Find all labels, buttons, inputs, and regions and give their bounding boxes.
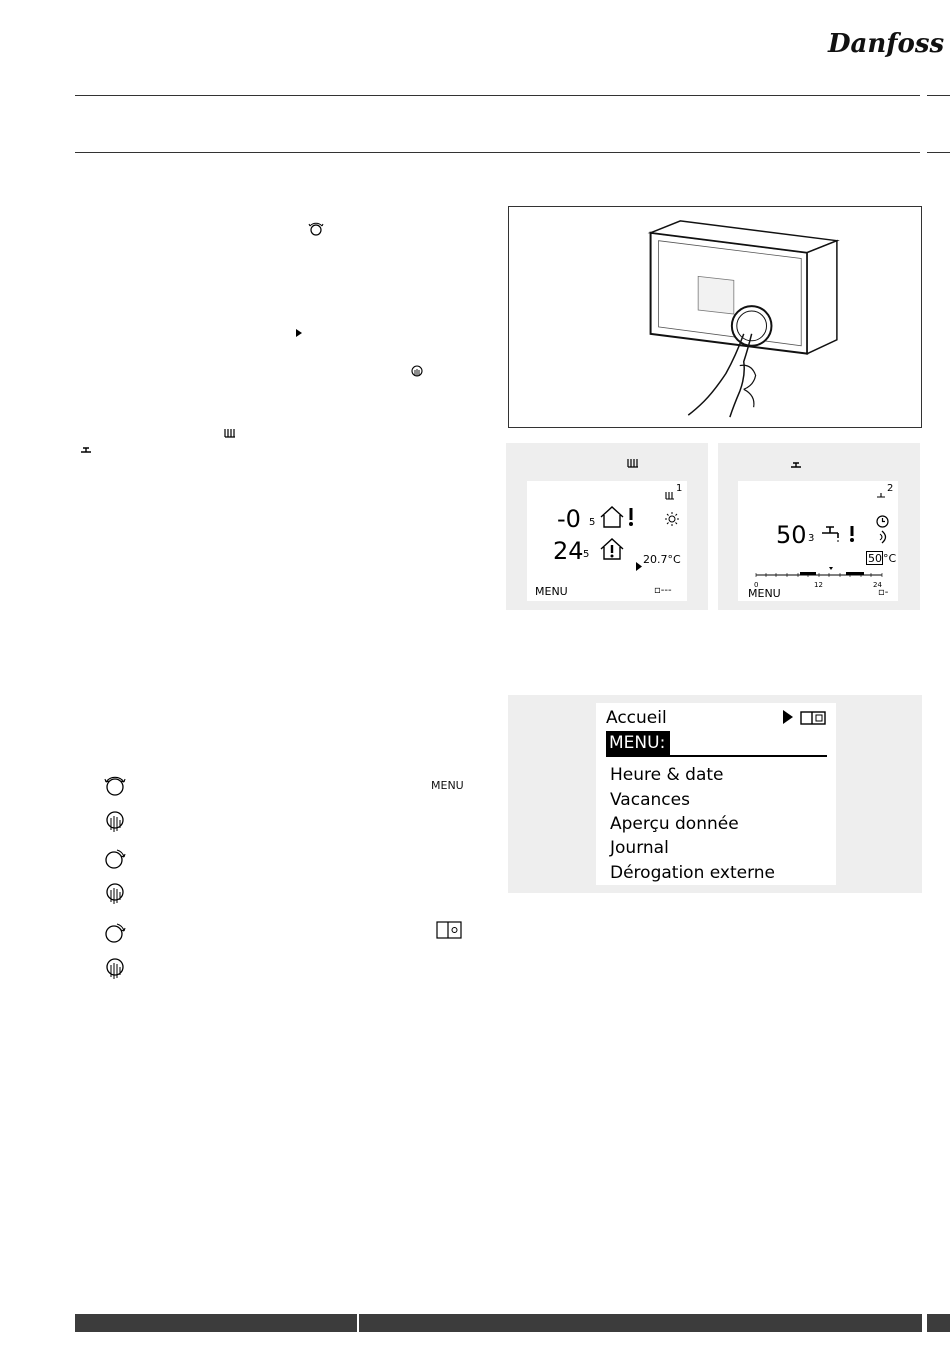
tap-small-icon — [79, 440, 93, 449]
circuit-number: 1 — [676, 483, 683, 494]
menu-item-journal[interactable]: Journal — [610, 838, 669, 858]
setpoint-temp: 20.7°C — [643, 553, 681, 566]
controller-illustration — [509, 207, 921, 427]
push-dial-icon — [104, 810, 126, 834]
tap-heading-icon — [789, 455, 803, 464]
room-temp-decimal: 5 — [583, 549, 590, 560]
timeline-end: 24 — [873, 581, 882, 589]
sun-icon — [665, 511, 679, 525]
dhw-temp-decimal: 3 — [808, 533, 815, 544]
controller-image-frame — [508, 206, 922, 428]
turn-dial-right-icon — [104, 846, 126, 870]
footer-bar-left — [75, 1314, 357, 1332]
status-indicator: ▫- — [878, 587, 889, 598]
outdoor-temp-decimal: 5 — [589, 517, 596, 528]
push-dial-icon — [104, 882, 126, 906]
tap-large-icon — [820, 525, 842, 543]
outdoor-temp: -0 — [557, 505, 581, 533]
tap-icon — [876, 485, 886, 493]
setpoint-value: 50 — [868, 552, 882, 565]
push-dial-icon — [104, 957, 126, 981]
menu-item-apercu-donnee[interactable]: Aperçu donnée — [610, 814, 739, 834]
dhw-temp: 50 — [776, 521, 807, 549]
circuit-number: 2 — [887, 483, 894, 494]
menu-screen-title: Accueil — [606, 708, 667, 728]
screen-right-display — [738, 481, 898, 601]
menu-label: MENU — [748, 587, 781, 600]
turn-dial-both-ways-icon — [104, 774, 126, 798]
screen-left-display — [527, 481, 687, 601]
step-menu-label: MENU — [431, 779, 464, 792]
timeline-mid: 12 — [814, 581, 823, 589]
alarm-icon — [628, 507, 634, 527]
menu-header-underline — [606, 755, 827, 757]
setpoint-unit: °C — [883, 552, 897, 565]
moon-icon — [879, 529, 889, 543]
arrow-right-icon — [636, 556, 642, 565]
menu-item-vacances[interactable]: Vacances — [610, 790, 690, 810]
radiator-small-icon — [224, 423, 236, 433]
top-rule-2 — [75, 152, 920, 153]
arrow-right-icon — [783, 709, 793, 723]
radiator-heading-icon — [627, 453, 639, 463]
top-rule-1-tail — [927, 95, 950, 96]
setpoint-box — [866, 551, 883, 565]
footer-bar-tail — [927, 1314, 950, 1332]
clock-icon — [876, 513, 889, 526]
push-dial-small-icon — [410, 365, 424, 381]
alarm-icon — [849, 525, 855, 543]
controller-symbol-icon — [800, 710, 826, 724]
menu-item-heure-date[interactable]: Heure & date — [610, 765, 724, 785]
timeline-start: 0 — [754, 581, 759, 589]
house-icon — [599, 505, 625, 529]
screen-right-panel — [718, 443, 920, 610]
arrow-right-icon — [295, 323, 303, 333]
top-rule-2-tail — [927, 152, 950, 153]
danfoss-logo — [826, 22, 945, 62]
controller-symbol-icon — [436, 921, 462, 939]
house-alarm-icon — [599, 537, 625, 561]
menu-header: MENU: — [609, 733, 666, 753]
room-temp: 24 — [553, 537, 584, 565]
logo-text: Danfoss — [828, 29, 945, 59]
radiator-icon — [665, 485, 675, 494]
footer-bar-right — [359, 1314, 922, 1332]
status-indicator: ▫--- — [654, 585, 672, 596]
screen-left-panel — [506, 443, 708, 610]
turn-dial-right-icon — [104, 920, 126, 944]
turn-dial-small-icon — [307, 220, 325, 238]
menu-item-derogation-externe[interactable]: Dérogation externe — [610, 863, 776, 883]
top-rule-1 — [75, 95, 920, 96]
menu-label: MENU — [535, 585, 568, 598]
